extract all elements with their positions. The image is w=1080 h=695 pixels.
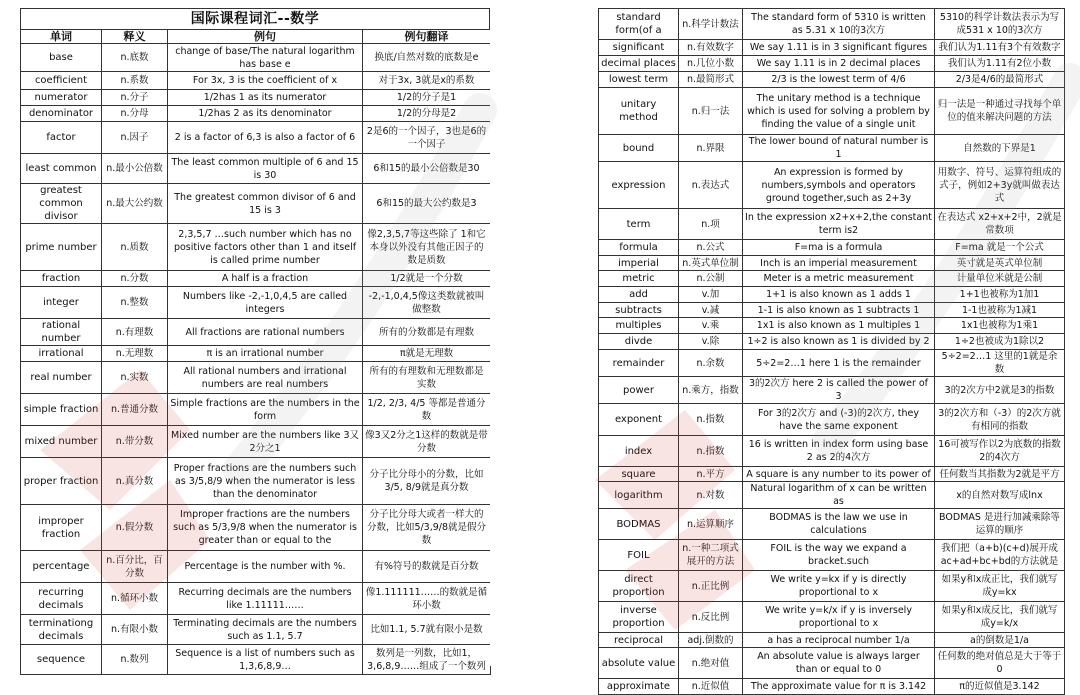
translation-cell: 任何数的绝对值总是大于等于0	[935, 648, 1065, 679]
example-cell: For 3的2次方 and (-3)的2次方, they have the same exponent	[743, 404, 935, 436]
vocab-row	[21, 122, 491, 154]
word-cell: fraction	[21, 271, 102, 287]
translation-cell: -2,-1,0,4,5像这类数就被叫做整数	[363, 287, 491, 319]
word-cell: terminationg decimals	[21, 615, 102, 645]
left-vocab-table	[20, 29, 491, 675]
translation-cell: 6和15的最小公倍数是30	[363, 154, 491, 184]
word-cell: subtracts	[599, 303, 679, 318]
word-cell: exponent	[599, 404, 679, 436]
word-cell: recurring decimals	[21, 583, 102, 615]
example-cell: We write y=k/x if y is inversely proportional to x	[743, 602, 935, 633]
vocab-row	[599, 436, 1065, 467]
word-cell: expression	[599, 162, 679, 209]
vocab-row	[21, 184, 491, 224]
left-page	[20, 8, 490, 672]
translation-cell: 数列是一列数，比如1，3,6,8,9……组成了一个数列	[363, 645, 491, 675]
vocab-row	[21, 394, 491, 426]
meaning-cell: n.余数	[679, 350, 743, 377]
vocab-row	[599, 9, 1065, 40]
word-cell: denominator	[21, 106, 102, 122]
word-cell: percentage	[21, 551, 102, 583]
translation-cell: 任何数当其指数为2就是平方	[935, 467, 1065, 482]
translation-cell: 我们认为1.11有2位小数	[935, 56, 1065, 72]
example-cell: The lower bound of natural number is 1	[743, 135, 935, 162]
word-cell: direct proportion	[599, 571, 679, 602]
example-cell: Natural logarithm of x can be written as	[743, 482, 935, 509]
example-cell: change of base/The natural logarithm has base e	[168, 44, 363, 72]
meaning-cell: n.因子	[102, 122, 168, 154]
page-gutter	[490, 0, 598, 666]
word-cell: remainder	[599, 350, 679, 377]
word-cell: simple fraction	[21, 394, 102, 426]
meaning-cell: n.指数	[679, 404, 743, 436]
meaning-cell: n.归一法	[679, 88, 743, 135]
translation-cell: 所有的有理数和无理数都是实数	[363, 362, 491, 394]
translation-cell: 我们认为1.11有3个有效数字	[935, 40, 1065, 56]
word-cell: prime number	[21, 224, 102, 271]
meaning-cell: n.界限	[679, 135, 743, 162]
word-cell: significant	[599, 40, 679, 56]
translation-cell: π就是无理数	[363, 346, 491, 362]
vocab-row	[599, 271, 1065, 287]
translation-cell: 1-1也被称为1减1	[935, 303, 1065, 318]
example-cell: 1+1 is also known as 1 adds 1	[743, 287, 935, 303]
vocab-row	[599, 72, 1065, 88]
right-vocab-table	[598, 8, 1065, 695]
vocab-row	[599, 135, 1065, 162]
word-cell: BODMAS	[599, 509, 679, 540]
vocab-row	[599, 56, 1065, 72]
header-example: 例句	[168, 30, 363, 44]
translation-cell: 归一法是一种通过寻找每个单位的值来解决问题的方法	[935, 88, 1065, 135]
translation-cell: 1÷2也被成为1除以2	[935, 334, 1065, 350]
word-cell: divde	[599, 334, 679, 350]
word-cell: reciprocal	[599, 633, 679, 648]
example-cell: Sequence is a list of numbers such as 1,3,6,8,9…	[168, 645, 363, 675]
word-cell: rational number	[21, 319, 102, 346]
meaning-cell: n.有限小数	[102, 615, 168, 645]
vocab-row	[599, 633, 1065, 648]
vocab-row	[599, 377, 1065, 404]
meaning-cell: n.项	[679, 209, 743, 240]
vocab-row	[599, 209, 1065, 240]
translation-cell: 英寸就是英式单位制	[935, 256, 1065, 271]
example-cell: We say 1.11 is in 2 decimal places	[743, 56, 935, 72]
meaning-cell: n.近似值	[679, 679, 743, 695]
example-cell: 16 is written in index form using base 2 as 2的4次方	[743, 436, 935, 467]
example-cell: 1/2has 1 as its numerator	[168, 90, 363, 106]
translation-cell: 3的2次方和（-3）的2次方就有相同的指数	[935, 404, 1065, 436]
meaning-cell: n.英式单位制	[679, 256, 743, 271]
example-cell: 1-1 is also known as 1 subtracts 1	[743, 303, 935, 318]
translation-cell: 2/3是4/6的最简形式	[935, 72, 1065, 88]
word-cell: power	[599, 377, 679, 404]
meaning-cell: n.有理数	[102, 319, 168, 346]
header-word: 单词	[21, 30, 102, 44]
word-cell: inverse proportion	[599, 602, 679, 633]
meaning-cell: n.反比例	[679, 602, 743, 633]
example-cell: The approximate value for π is 3.142	[743, 679, 935, 695]
left-header-row	[21, 30, 491, 44]
translation-cell: 5÷2=2…1 这里的1就是余数	[935, 350, 1065, 377]
example-cell: BODMAS is the law we use in calculations	[743, 509, 935, 540]
meaning-cell: v.加	[679, 287, 743, 303]
translation-cell: 1/2的分母是2	[363, 106, 491, 122]
vocab-row	[599, 40, 1065, 56]
vocab-row	[599, 648, 1065, 679]
meaning-cell: n.分母	[102, 106, 168, 122]
example-cell: An expression is formed by numbers,symbols and operators ground together,such as 2+3y	[743, 162, 935, 209]
word-cell: FOIL	[599, 540, 679, 571]
word-cell: logarithm	[599, 482, 679, 509]
word-cell: greatest common divisor	[21, 184, 102, 224]
example-cell: All fractions are rational numbers	[168, 319, 363, 346]
example-cell: 2,3,5,7 …such number which has no positive factors other than 1 and itself is called prime number	[168, 224, 363, 271]
meaning-cell: n.公制	[679, 271, 743, 287]
meaning-cell: v.乘	[679, 318, 743, 334]
vocab-row	[21, 458, 491, 505]
example-cell: F=ma is a formula	[743, 240, 935, 256]
meaning-cell: n.一种二项式展开的方法	[679, 540, 743, 571]
meaning-cell: n.绝对值	[679, 648, 743, 679]
word-cell: standard form(of a	[599, 9, 679, 40]
vocab-row	[21, 319, 491, 346]
example-cell: A half is a fraction	[168, 271, 363, 287]
word-cell: mixed number	[21, 426, 102, 458]
word-cell: imperial	[599, 256, 679, 271]
translation-cell: 6和15的最大公约数是3	[363, 184, 491, 224]
translation-cell: 在表达式 x2+x+2中，2就是常数项	[935, 209, 1065, 240]
translation-cell: 像2,3,5,7等这些除了 1和它本身以外没有其他正因子的数是质数	[363, 224, 491, 271]
vocab-row	[21, 271, 491, 287]
example-cell: Recurring decimals are the numbers like 1.11111……	[168, 583, 363, 615]
translation-cell: x的自然对数写成lnx	[935, 482, 1065, 509]
word-cell: absolute value	[599, 648, 679, 679]
vocab-row	[21, 645, 491, 675]
word-cell: coefficient	[21, 72, 102, 90]
meaning-cell: n.系数	[102, 72, 168, 90]
meaning-cell: n.循环小数	[102, 583, 168, 615]
example-cell: Percentage is the number with %.	[168, 551, 363, 583]
word-cell: lowest term	[599, 72, 679, 88]
translation-cell: 有%符号的数就是百分数	[363, 551, 491, 583]
word-cell: least common	[21, 154, 102, 184]
word-cell: square	[599, 467, 679, 482]
translation-cell: 计量单位米就是公制	[935, 271, 1065, 287]
vocab-row	[21, 426, 491, 458]
vocab-row	[599, 334, 1065, 350]
vocab-row	[21, 106, 491, 122]
word-cell: factor	[21, 122, 102, 154]
translation-cell: 像1.111111……的数就是循环小数	[363, 583, 491, 615]
example-cell: 1x1 is also known as 1 multiples 1	[743, 318, 935, 334]
vocab-row	[599, 467, 1065, 482]
vocab-row	[599, 303, 1065, 318]
meaning-cell: n.表达式	[679, 162, 743, 209]
vocab-row	[21, 505, 491, 551]
word-cell: base	[21, 44, 102, 72]
translation-cell: 对于3x, 3就是x的系数	[363, 72, 491, 90]
translation-cell: 所有的分数都是有理数	[363, 319, 491, 346]
word-cell: sequence	[21, 645, 102, 675]
meaning-cell: n.数列	[102, 645, 168, 675]
word-cell: term	[599, 209, 679, 240]
meaning-cell: n.真分数	[102, 458, 168, 505]
translation-cell: 如果y和x成正比，我们就写成y=kx	[935, 571, 1065, 602]
meaning-cell: n.百分比，百分数	[102, 551, 168, 583]
translation-cell: 像3又2分之1这样的数就是带分数	[363, 426, 491, 458]
word-cell: formula	[599, 240, 679, 256]
meaning-cell: n.对数	[679, 482, 743, 509]
vocab-row	[21, 287, 491, 319]
example-cell: In the expression x2+x+2,the constant term is2	[743, 209, 935, 240]
translation-cell: 3的2次方中2就是3的指数	[935, 377, 1065, 404]
example-cell: The standard form of 5310 is written as 5.31 x 10的3次方	[743, 9, 935, 40]
meaning-cell: n.最小公倍数	[102, 154, 168, 184]
meaning-cell: n.最大公约数	[102, 184, 168, 224]
example-cell: 3的2次方 here 2 is called the power of 3	[743, 377, 935, 404]
translation-cell: 16可被写作以2为底数的指数2的4次方	[935, 436, 1065, 467]
vocab-row	[21, 551, 491, 583]
vocab-row	[21, 346, 491, 362]
meaning-cell: n.分数	[102, 271, 168, 287]
word-cell: add	[599, 287, 679, 303]
example-cell: Terminating decimals are the numbers such as 1.1, 5.7	[168, 615, 363, 645]
header-meaning: 释义	[102, 30, 168, 44]
translation-cell: 1/2的分子是1	[363, 90, 491, 106]
translation-cell: 分子比分母大或者一样大的分数，比如5/3,9/8就是假分数	[363, 505, 491, 551]
meaning-cell: n.质数	[102, 224, 168, 271]
meaning-cell: n.假分数	[102, 505, 168, 551]
translation-cell: 1+1也被称为1加1	[935, 287, 1065, 303]
example-cell: The unitary method is a technique which is used for solving a problem by finding the value of a single unit	[743, 88, 935, 135]
example-cell: 5÷2=2…1 here 1 is the remainder	[743, 350, 935, 377]
example-cell: Inch is an imperial measurement	[743, 256, 935, 271]
example-cell: 1÷2 is also known as 1 is divided by 2	[743, 334, 935, 350]
word-cell: real number	[21, 362, 102, 394]
translation-cell: π的近似值是3.142	[935, 679, 1065, 695]
vocab-row	[599, 350, 1065, 377]
word-cell: proper fraction	[21, 458, 102, 505]
example-cell: π is an irrational number	[168, 346, 363, 362]
vocab-row	[21, 362, 491, 394]
example-cell: FOIL is the way we expand a bracket.such	[743, 540, 935, 571]
meaning-cell: n.带分数	[102, 426, 168, 458]
word-cell: decimal places	[599, 56, 679, 72]
example-cell: All rational numbers and irrational numbers are real numbers	[168, 362, 363, 394]
example-cell: We write y=kx if y is directly proportional to x	[743, 571, 935, 602]
right-page	[598, 8, 1064, 692]
example-cell: A square is any number to its power of	[743, 467, 935, 482]
meaning-cell: n.实数	[102, 362, 168, 394]
meaning-cell: n.运算顺序	[679, 509, 743, 540]
word-cell: unitary method	[599, 88, 679, 135]
example-cell: An absolute value is always larger than or equal to 0	[743, 648, 935, 679]
vocab-row	[599, 88, 1065, 135]
vocab-row	[21, 90, 491, 106]
example-cell: Simple fractions are the numbers in the form	[168, 394, 363, 426]
vocab-row	[599, 256, 1065, 271]
vocab-row	[599, 540, 1065, 571]
vocab-row	[21, 224, 491, 271]
example-cell: 2 is a factor of 6,3 is also a factor of 6	[168, 122, 363, 154]
example-cell: The least common multiple of 6 and 15 is 30	[168, 154, 363, 184]
meaning-cell: n.最简形式	[679, 72, 743, 88]
vocab-row	[599, 482, 1065, 509]
vocab-row	[599, 287, 1065, 303]
meaning-cell: n.科学计数法	[679, 9, 743, 40]
translation-cell: 1/2就是一个分数	[363, 271, 491, 287]
example-cell: Meter is a metric measurement	[743, 271, 935, 287]
meaning-cell: n.普通分数	[102, 394, 168, 426]
vocab-row	[599, 318, 1065, 334]
vocab-row	[21, 44, 491, 72]
vocab-row	[599, 509, 1065, 540]
meaning-cell: v.减	[679, 303, 743, 318]
word-cell: multiples	[599, 318, 679, 334]
translation-cell: 如果y和x成反比，我们就写成y=k/x	[935, 602, 1065, 633]
translation-cell: 5310的科学计数法表示为写成531 x 10的3次方	[935, 9, 1065, 40]
meaning-cell: adj.倒数的	[679, 633, 743, 648]
vocab-row	[599, 602, 1065, 633]
meaning-cell: n.公式	[679, 240, 743, 256]
word-cell: approximate	[599, 679, 679, 695]
word-cell: integer	[21, 287, 102, 319]
vocab-row	[599, 162, 1065, 209]
translation-cell: 1x1也被称为1乘1	[935, 318, 1065, 334]
meaning-cell: n.乘方，指数	[679, 377, 743, 404]
translation-cell: 我们把（a+b)(c+d)展开成ac+ad+bc+bd的方法就是	[935, 540, 1065, 571]
example-cell: For 3x, 3 is the coefficient of x	[168, 72, 363, 90]
translation-cell: 用数字、符号、运算符组成的式子，例如2+3y就叫做表达式	[935, 162, 1065, 209]
translation-cell: 1/2, 2/3, 4/5 等都是普通分数	[363, 394, 491, 426]
word-cell: numerator	[21, 90, 102, 106]
translation-cell: F=ma 就是一个公式	[935, 240, 1065, 256]
translation-cell: 换底/自然对数的底数是e	[363, 44, 491, 72]
word-cell: bound	[599, 135, 679, 162]
translation-cell: a的倒数是1/a	[935, 633, 1065, 648]
example-cell: Improper fractions are the numbers such as 5/3,9/8 when the numerator is greater than or equal to the	[168, 505, 363, 551]
example-cell: We say 1.11 is in 3 significant figures	[743, 40, 935, 56]
translation-cell: 比如1.1, 5.7就有限小是数	[363, 615, 491, 645]
vocab-row	[21, 615, 491, 645]
vocab-row	[21, 583, 491, 615]
example-cell: Numbers like -2,-1,0,4,5 are called integers	[168, 287, 363, 319]
vocab-row	[599, 404, 1065, 436]
vocab-row	[21, 154, 491, 184]
vocab-row	[599, 240, 1065, 256]
meaning-cell: n.底数	[102, 44, 168, 72]
word-cell: irrational	[21, 346, 102, 362]
meaning-cell: n.分子	[102, 90, 168, 106]
word-cell: index	[599, 436, 679, 467]
word-cell: improper fraction	[21, 505, 102, 551]
meaning-cell: n.无理数	[102, 346, 168, 362]
translation-cell: BODMAS 是进行加减乘除等运算的顺序	[935, 509, 1065, 540]
word-cell: metric	[599, 271, 679, 287]
meaning-cell: n.整数	[102, 287, 168, 319]
meaning-cell: n.指数	[679, 436, 743, 467]
meaning-cell: n.正比例	[679, 571, 743, 602]
example-cell: The greatest common divisor of 6 and 15 is 3	[168, 184, 363, 224]
document-title: 国际课程词汇--数学	[20, 8, 490, 29]
example-cell: Mixed number are the numbers like 3又2分之1	[168, 426, 363, 458]
example-cell: 1/2has 2 as its denominator	[168, 106, 363, 122]
example-cell: a has a reciprocal number 1/a	[743, 633, 935, 648]
meaning-cell: n.有效数字	[679, 40, 743, 56]
vocab-row	[599, 571, 1065, 602]
translation-cell: 自然数的下界是1	[935, 135, 1065, 162]
meaning-cell: n.几位小数	[679, 56, 743, 72]
meaning-cell: n.平方	[679, 467, 743, 482]
example-cell: Proper fractions are the numbers such as 3/5,8/9 when the numerator is less than the denominator	[168, 458, 363, 505]
example-cell: 2/3 is the lowest term of 4/6	[743, 72, 935, 88]
vocab-row	[599, 679, 1065, 695]
header-translation: 例句翻译	[363, 30, 491, 44]
translation-cell: 2是6的一个因子，3也是6的一个因子	[363, 122, 491, 154]
vocab-row	[21, 72, 491, 90]
translation-cell: 分子比分母小的分数，比如3/5, 8/9就是真分数	[363, 458, 491, 505]
meaning-cell: v.除	[679, 334, 743, 350]
